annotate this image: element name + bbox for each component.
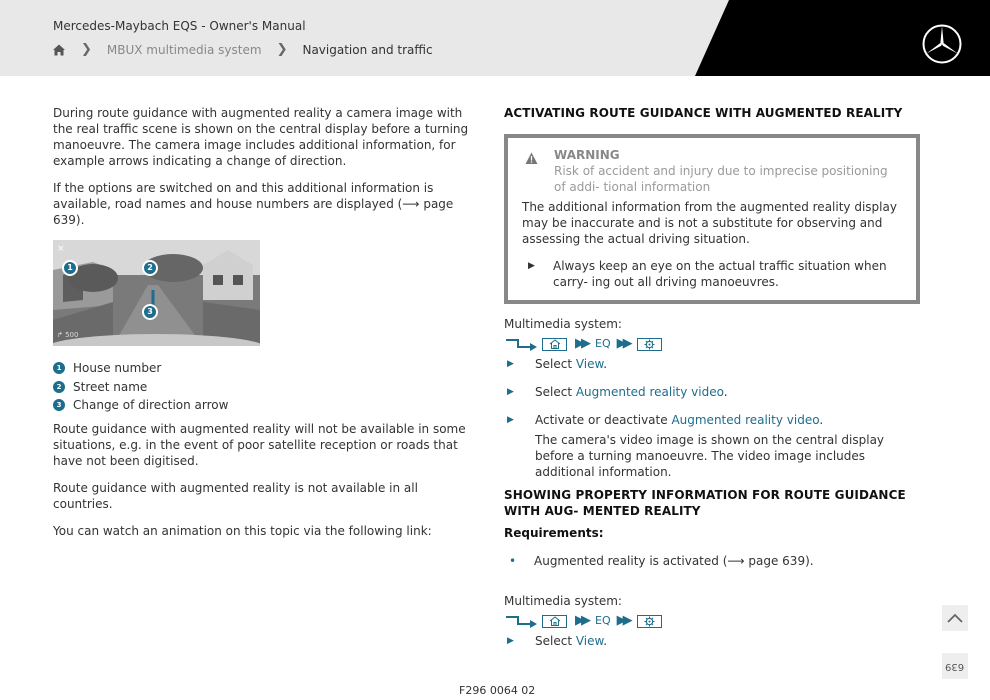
step-toggle-ar-video bbox=[504, 412, 920, 480]
callout-3: 3 bbox=[142, 304, 158, 320]
right-column bbox=[504, 105, 920, 649]
options-paragraph: If the options are switched on and this additional information is available, road names and house numbers are displayed (⟶ page 639). bbox=[53, 181, 454, 227]
breadcrumb-link-mbux[interactable]: MBUX multimedia system bbox=[106, 42, 262, 57]
chevron-right-icon: ❯ bbox=[81, 42, 92, 57]
menu-path-2 bbox=[504, 613, 920, 629]
animation-paragraph: You can watch an animation on this topic via the following link: bbox=[53, 523, 432, 538]
warning-subtitle: Risk of accident and injury due to imprecise positioning of addi- tional information bbox=[554, 164, 888, 194]
breadcrumb-current: Navigation and traffic bbox=[302, 42, 433, 57]
step-suffix: . bbox=[723, 385, 728, 399]
warning-header bbox=[522, 147, 902, 195]
ar-video-toggle-link[interactable]: Augmented reality video bbox=[671, 413, 820, 427]
photo-foot-label: ↱ 500 bbox=[57, 331, 79, 339]
menu-path bbox=[504, 336, 920, 352]
page-number-badge[interactable] bbox=[942, 653, 968, 679]
chevron-right-icon: ❯ bbox=[276, 42, 288, 57]
double-chevron-icon: ▶▶ bbox=[616, 336, 629, 351]
countries-paragraph: Route guidance with augmented reality is not available in all countries. bbox=[53, 480, 418, 511]
availability-paragraph: Route guidance with augmented reality will not be available in some situations, e.g. in the event of poor satellite reception or roads that have not been digitised. bbox=[53, 421, 466, 468]
view-link-2[interactable]: View bbox=[575, 634, 604, 648]
warning-title: WARNING bbox=[554, 148, 620, 162]
double-chevron-icon: ▶▶ bbox=[575, 613, 587, 628]
step-suffix: . bbox=[603, 634, 608, 648]
legend-number: 3 bbox=[53, 399, 65, 411]
bullet-dot-icon: • bbox=[509, 554, 517, 568]
legend-label: Street name bbox=[73, 379, 148, 394]
requirements-label: Requirements: bbox=[504, 526, 604, 540]
step-text: Activate or deactivate bbox=[535, 413, 672, 427]
warning-bullet bbox=[522, 258, 902, 290]
scroll-to-top-button[interactable] bbox=[942, 605, 968, 631]
step-select-ar-video bbox=[504, 384, 920, 400]
step-arrow-icon: ▶ bbox=[507, 387, 514, 397]
photo-close-mark: × bbox=[57, 244, 65, 254]
breadcrumb bbox=[52, 42, 433, 57]
step-text: Select bbox=[535, 634, 576, 648]
triangle-bullet-icon: ▶ bbox=[528, 261, 535, 271]
header bbox=[0, 0, 990, 76]
path-arrow-icon bbox=[504, 614, 538, 628]
callout-1: 1 bbox=[62, 260, 78, 276]
double-chevron-icon: ▶▶ bbox=[575, 336, 587, 351]
step-arrow-icon: ▶ bbox=[507, 415, 514, 425]
step-arrow-icon: ▶ bbox=[507, 359, 514, 369]
legend-number: 1 bbox=[53, 362, 65, 374]
legend-item bbox=[53, 396, 473, 415]
home-icon[interactable] bbox=[52, 43, 66, 57]
step-note: The camera's video image is shown on the central display before a turning manoeuvre. The video image includes additional information. bbox=[535, 433, 885, 479]
settings-gear-icon[interactable] bbox=[637, 338, 662, 351]
ar-video-link[interactable]: Augmented reality video bbox=[575, 385, 724, 399]
page-number-text: 639 bbox=[945, 660, 965, 672]
step-text: Select bbox=[535, 357, 576, 371]
section-heading-activating: ACTIVATING ROUTE GUIDANCE WITH AUGMENTED REALITY bbox=[504, 106, 903, 120]
step-arrow-icon: ▶ bbox=[507, 636, 514, 646]
step-text: Select bbox=[535, 385, 576, 399]
intro-paragraph: During route guidance with augmented reality a camera image with the real traffic scene is shown on the central display before a turning manoeuvre. The camera image includes additional information, for example arrows indicating a change of direction. bbox=[53, 106, 469, 168]
section-heading-property-info: SHOWING PROPERTY INFORMATION FOR ROUTE GUIDANCE WITH AUG- MENTED REALITY bbox=[504, 488, 906, 518]
home-menu-icon[interactable] bbox=[542, 338, 567, 351]
legend-item bbox=[53, 378, 473, 397]
legend-number: 2 bbox=[53, 381, 65, 393]
settings-gear-icon[interactable] bbox=[637, 615, 662, 628]
step-suffix: . bbox=[819, 413, 824, 427]
warning-box bbox=[504, 134, 920, 304]
multimedia-label: Multimedia system: bbox=[504, 317, 622, 331]
path-arrow-icon bbox=[504, 337, 538, 351]
camera-image-illustration bbox=[53, 240, 260, 346]
view-link[interactable]: View bbox=[575, 357, 604, 371]
step-select-view-2 bbox=[504, 633, 920, 649]
requirement-text: Augmented reality is activated (⟶ page 639). bbox=[534, 554, 814, 568]
multimedia-label-2: Multimedia system: bbox=[504, 594, 622, 608]
home-menu-icon[interactable] bbox=[542, 615, 567, 628]
legend-label: Change of direction arrow bbox=[73, 398, 229, 413]
chevron-up-icon bbox=[947, 613, 963, 623]
legend-label: House number bbox=[73, 361, 162, 376]
eq-menu-label[interactable]: EQ bbox=[595, 614, 611, 627]
callout-2: 2 bbox=[142, 260, 158, 276]
mercedes-star-logo bbox=[921, 23, 963, 65]
document-title: Mercedes-Maybach EQS - Owner's Manual bbox=[53, 19, 306, 33]
warning-triangle-icon bbox=[525, 152, 538, 165]
requirement-item bbox=[504, 553, 920, 569]
left-column bbox=[53, 105, 473, 550]
header-black-panel bbox=[0, 0, 990, 76]
warning-body: The additional information from the augmented reality display may be inaccurate and is not a substitute for observing and assessing the actual driving situation. bbox=[522, 200, 897, 246]
warning-bullet-text: Always keep an eye on the actual traffic situation when carry- ing out all driving manoeuvres. bbox=[553, 259, 887, 289]
image-code: F296 0064 02 bbox=[459, 684, 536, 697]
eq-menu-label[interactable]: EQ bbox=[595, 337, 611, 350]
callout-legend bbox=[53, 359, 473, 415]
street-scene-image bbox=[53, 240, 260, 346]
step-select-view bbox=[504, 356, 920, 372]
legend-item bbox=[53, 359, 473, 378]
step-suffix: . bbox=[603, 357, 608, 371]
double-chevron-icon: ▶▶ bbox=[616, 613, 629, 628]
